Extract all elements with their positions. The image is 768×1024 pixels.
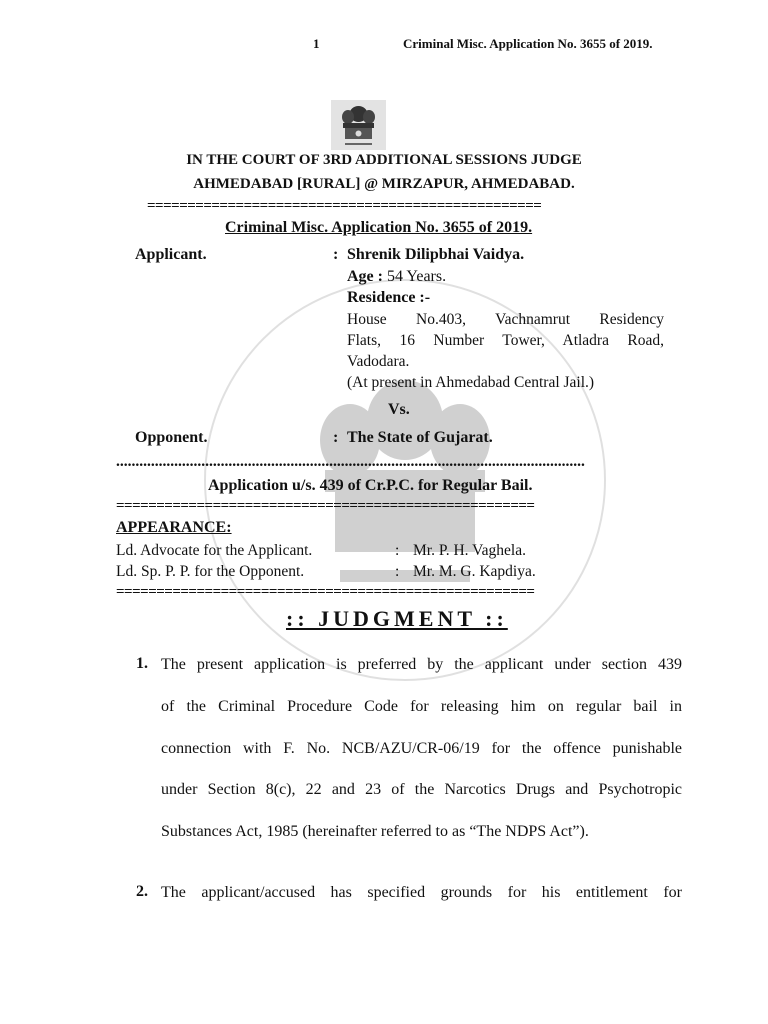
applicant-colon: : xyxy=(333,246,339,263)
address-line-1: House No.403, Vachnamrut Residency xyxy=(347,311,664,328)
paragraph-number: 2. xyxy=(136,883,148,900)
address-line-2: Flats, 16 Number Tower, Atladra Road, xyxy=(347,332,664,349)
appearance-row-2-colon: : xyxy=(395,563,400,580)
court-line-1: IN THE COURT OF 3RD ADDITIONAL SESSIONS JUDGE xyxy=(186,152,582,168)
separator-line: ==================================================== xyxy=(116,498,535,514)
paragraph-line: connection with F. No. NCB/AZU/CR-06/19 for the offence punishable xyxy=(161,740,682,757)
age-value: 54 Years. xyxy=(386,268,447,285)
judgment-title: :: JUDGMENT :: xyxy=(286,606,508,631)
dotted-line: ......................................................................................................................... xyxy=(116,453,585,470)
paragraph-line: The present application is preferred by the applicant under section 439 xyxy=(161,656,682,673)
age-label: Age : xyxy=(347,268,383,285)
paragraph-line: The applicant/accused has specified grounds for his entitlement for xyxy=(161,884,682,901)
appearance-heading: APPEARANCE: xyxy=(116,519,232,536)
appearance-row-1-colon: : xyxy=(395,542,400,559)
opponent-colon: : xyxy=(333,429,339,446)
paragraph-line: under Section 8(c), 22 and 23 of the Narcotics Drugs and Psychotropic xyxy=(161,781,682,798)
versus: Vs. xyxy=(388,401,410,418)
application-title: Application u/s. 439 of Cr.P.C. for Regular Bail. xyxy=(208,477,533,494)
separator-line: ==================================================== xyxy=(116,584,535,600)
page-number: 1 xyxy=(313,36,320,51)
address-line-3: Vadodara. xyxy=(347,353,410,370)
appearance-row-1-label: Ld. Advocate for the Applicant. xyxy=(116,542,313,559)
paragraph-line: Substances Act, 1985 (hereinafter referred to as “The NDPS Act”). xyxy=(161,823,589,840)
applicant-name: Shrenik Dilipbhai Vaidya. xyxy=(347,246,525,263)
residence-label: Residence :- xyxy=(347,289,431,306)
opponent-label: Opponent. xyxy=(135,429,208,446)
paragraph-line: of the Criminal Procedure Code for releasing him on regular bail in xyxy=(161,698,682,715)
opponent-name: The State of Gujarat. xyxy=(347,429,493,446)
state-emblem-icon xyxy=(331,100,386,150)
court-line-2: AHMEDABAD [RURAL] @ MIRZAPUR, AHMEDABAD. xyxy=(193,176,575,192)
address-note: (At present in Ahmedabad Central Jail.) xyxy=(347,374,595,391)
appearance-row-1-value: Mr. P. H. Vaghela. xyxy=(413,542,526,559)
applicant-label: Applicant. xyxy=(135,246,207,263)
appearance-row-2-label: Ld. Sp. P. P. for the Opponent. xyxy=(116,563,305,580)
appearance-row-2-value: Mr. M. G. Kapdiya. xyxy=(413,563,536,580)
paragraph-number: 1. xyxy=(136,655,148,672)
separator-line: ================================================= xyxy=(147,198,542,214)
case-title: Criminal Misc. Application No. 3655 of 2019. xyxy=(225,219,533,236)
age-line xyxy=(347,268,446,286)
running-title: Criminal Misc. Application No. 3655 of 2019. xyxy=(403,36,653,51)
